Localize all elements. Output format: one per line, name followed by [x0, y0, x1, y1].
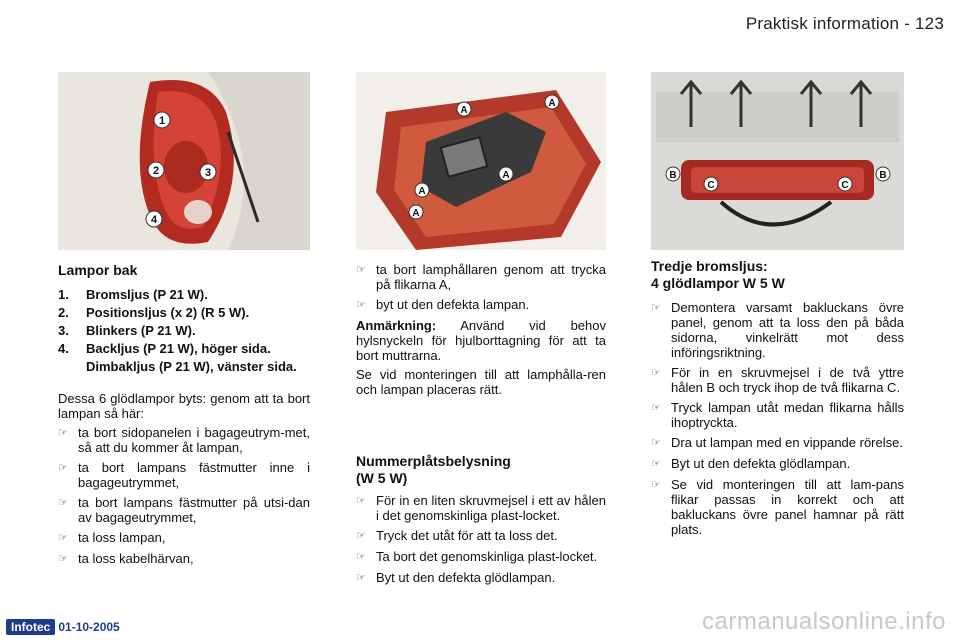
third-brake-light-photo [651, 72, 904, 250]
bullet-text: ta loss kabelhärvan, [78, 551, 194, 566]
bullet-item [356, 493, 606, 523]
bullet-item [356, 297, 606, 313]
brake-light-label-b-right: B [879, 170, 887, 181]
item-number: 3. [58, 323, 69, 338]
bullet-text: byt ut den defekta lampan. [376, 297, 530, 312]
bullet-text: För in en liten skruvmejsel i ett av hålen i det genomskinliga plast-locket. [376, 493, 606, 523]
note-paragraph-2: Se vid monteringen till att lamphålla-ren och lampan placeras rätt. [356, 367, 606, 397]
pointer-icon: ☞ [356, 495, 366, 507]
lamp-list-item [58, 323, 310, 338]
bullet-list [356, 262, 606, 313]
bullet-text: För in en skruvmejsel i de två yttre hålen B och tryck ihop de två flikarna C. [671, 365, 904, 395]
pointer-icon: ☞ [356, 299, 366, 311]
lamp-list-item [58, 341, 310, 356]
bullet-text: Byt ut den defekta glödlampan. [671, 456, 851, 471]
bullet-item [356, 528, 606, 544]
bullet-item [651, 435, 904, 451]
pointer-icon: ☞ [58, 532, 68, 544]
bullet-item [356, 570, 606, 586]
item-text: Blinkers (P 21 W). [86, 323, 196, 338]
bullet-text: Tryck det utåt för att ta loss det. [376, 528, 558, 543]
holder-label-a-3: A [418, 186, 426, 197]
bullet-text: Demontera varsamt bakluckans övre panel, genom att ta loss den på båda sidorna, vinkelrätt mot dess införingsriktning. [671, 300, 904, 360]
pointer-icon: ☞ [356, 572, 366, 584]
pointer-icon: ☞ [356, 264, 366, 276]
holder-label-a-1: A [460, 105, 468, 116]
brake-light-label-c-right: C [841, 180, 849, 191]
bullet-item [356, 262, 606, 292]
pointer-icon: ☞ [58, 553, 68, 565]
lamp-label-2: 2 [152, 165, 160, 177]
brake-light-label-b-left: B [669, 170, 677, 181]
bullet-item [651, 365, 904, 395]
pointer-icon: ☞ [651, 458, 661, 470]
bullet-text: Se vid monteringen till att lam-pans flikar passas in korrekt och att bakluckans övre panel hamnar på rätt plats. [671, 477, 904, 537]
bullet-item [651, 300, 904, 360]
lamp-holder-illustration [356, 72, 606, 250]
lamp-holder-photo [356, 72, 606, 250]
bullet-item [651, 477, 904, 537]
bullet-item [58, 551, 310, 567]
pointer-icon: ☞ [651, 479, 661, 491]
note-paragraph [356, 318, 606, 363]
bullet-text: Byt ut den defekta glödlampan. [376, 570, 556, 585]
item-number: 2. [58, 305, 69, 320]
lamp-list-item-extra [58, 359, 310, 374]
lamp-label-3: 3 [204, 167, 212, 179]
item-text: Positionsljus (x 2) (R 5 W). [86, 305, 250, 320]
bullet-text: Tryck lampan utåt medan flikarna hålls ihoptryckta. [671, 400, 904, 430]
intro-paragraph: Dessa 6 glödlampor byts: genom att ta bort lampan så här: [58, 391, 310, 421]
pointer-icon: ☞ [356, 551, 366, 563]
item-text: Backljus (P 21 W), höger sida. [86, 341, 271, 356]
item-number: 1. [58, 287, 69, 302]
bullet-text: ta bort lampans fästmutter på utsi-dan av bagageutrymmet, [78, 495, 310, 525]
third-brake-light-illustration [651, 72, 904, 250]
rear-lamp-illustration [58, 72, 310, 250]
section-heading-license-plate [356, 453, 606, 487]
bullet-list [651, 300, 904, 537]
subheading-text: (W 5 W) [356, 470, 408, 486]
lamp-label-1: 1 [158, 115, 166, 127]
third-brake-light-section [651, 258, 904, 542]
section-heading-third-brake-light [651, 258, 904, 292]
lamp-list [58, 287, 310, 356]
infotec-logo: Infotec [6, 619, 55, 635]
bullet-text: Ta bort det genomskinliga plast-locket. [376, 549, 598, 564]
bullet-item [651, 456, 904, 472]
bullet-list [356, 493, 606, 586]
holder-label-a-5: A [502, 170, 510, 181]
header-separator: - [904, 14, 911, 33]
header-title: Praktisk information [745, 14, 900, 33]
bullet-text: ta bort sidopanelen i bagageutrym-met, så att du kommer åt lampan, [78, 425, 310, 455]
pointer-icon: ☞ [651, 302, 661, 314]
note-label: Anmärkning: [356, 318, 437, 333]
pointer-icon: ☞ [651, 402, 661, 414]
bullet-item [58, 530, 310, 546]
holder-label-a-2: A [548, 98, 556, 109]
bullet-text: ta loss lampan, [78, 530, 166, 545]
pointer-icon: ☞ [58, 497, 68, 509]
pointer-icon: ☞ [651, 367, 661, 379]
lamp-list-item [58, 287, 310, 302]
pointer-icon: ☞ [58, 462, 68, 474]
pointer-icon: ☞ [356, 530, 366, 542]
section-heading-rear-lamps: Lampor bak [58, 262, 138, 278]
note-text: Använd vid behov hylsnyckeln för hjulborttagning för att ta bort muttrarna. [356, 318, 606, 363]
holder-label-a-4: A [412, 208, 420, 219]
lamp-list-item [58, 305, 310, 320]
watermark: carmanualsonline.info [702, 608, 946, 635]
bullet-item [58, 460, 310, 490]
heading-line-1: Tredje bromsljus: [651, 258, 768, 274]
page-header [746, 14, 944, 34]
rear-lamp-photo [58, 72, 310, 250]
item-text: Bromsljus (P 21 W). [86, 287, 208, 302]
lamp-holder-section [356, 262, 606, 591]
brake-light-label-c-left: C [707, 180, 715, 191]
bullet-item [651, 400, 904, 430]
lamp-label-4: 4 [150, 214, 158, 226]
rear-lamps-section [58, 262, 310, 572]
heading-line-2: 4 glödlampor W 5 W [651, 275, 785, 291]
item-number: 4. [58, 341, 69, 356]
bullet-item [58, 495, 310, 525]
bullet-text: Dra ut lampan med en vippande rörelse. [671, 435, 903, 450]
footer-date: 01-10-2005 [58, 620, 120, 634]
page-number: 123 [915, 14, 944, 33]
pointer-icon: ☞ [58, 427, 68, 439]
bullet-text: ta bort lamphållaren genom att trycka på flikarna A, [376, 262, 606, 292]
bullet-list [58, 425, 310, 567]
heading-text: Nummerplåtsbelysning [356, 453, 511, 469]
item-extra-text: Dimbakljus (P 21 W), vänster sida. [86, 359, 297, 374]
page-footer [6, 619, 120, 635]
bullet-item [58, 425, 310, 455]
pointer-icon: ☞ [651, 437, 661, 449]
bullet-text: ta bort lampans fästmutter inne i bagageutrymmet, [78, 460, 310, 490]
bullet-item [356, 549, 606, 565]
